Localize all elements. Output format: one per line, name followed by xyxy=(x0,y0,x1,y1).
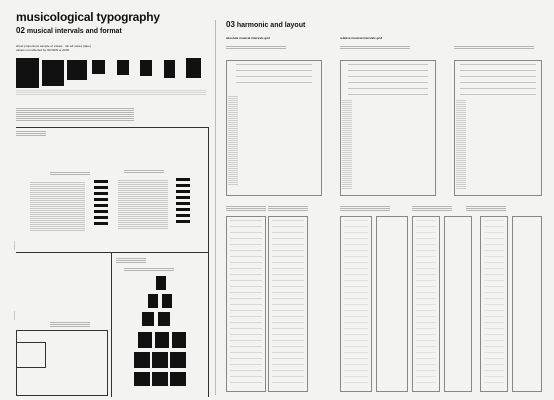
lower-grid-lines xyxy=(230,220,262,388)
grid-subheading-relative: relative musical intervals grid xyxy=(340,36,383,40)
lower-grid-lines xyxy=(344,220,368,388)
page-sample xyxy=(152,352,168,368)
area-right-rule xyxy=(208,127,209,397)
lower-caption-1 xyxy=(226,206,266,212)
area-note xyxy=(16,131,46,137)
section-03-number: 03 xyxy=(226,20,235,29)
sheet-sample-6 xyxy=(140,60,152,76)
scale-bar xyxy=(176,220,190,223)
sheet-sample-captions xyxy=(16,90,206,96)
panel-labels xyxy=(342,100,352,190)
page-sample xyxy=(142,312,154,326)
relative-grid-lines-2 xyxy=(460,64,536,98)
area-mid-rule xyxy=(111,252,112,397)
lower-grid-column xyxy=(376,216,408,392)
scale-bar xyxy=(94,216,108,219)
page-sample xyxy=(170,372,186,386)
section-02-number: 02 xyxy=(16,26,25,35)
page-proportions-note xyxy=(116,258,146,264)
poster-title: musicological typography xyxy=(16,10,160,24)
relative-grid-caption-2 xyxy=(454,46,534,50)
scale-bar xyxy=(176,184,190,187)
section-03-title: harmonic and layout xyxy=(236,22,306,29)
section-03-heading xyxy=(226,20,305,29)
lower-grid-lines xyxy=(484,220,504,388)
page-sample xyxy=(134,352,150,368)
scale-bar xyxy=(94,222,108,225)
area-top-rule xyxy=(16,127,208,128)
section-02-heading xyxy=(16,26,122,35)
scale-bar xyxy=(176,208,190,211)
scale-bar xyxy=(94,198,108,201)
page-sample xyxy=(170,352,186,368)
grid-subheading-absolute: absolute musical intervals grid xyxy=(226,36,271,40)
sheet-caption-1: sheet proportions sample of values · din a4 series (tape) xyxy=(16,44,91,48)
nested-frame-inner xyxy=(16,342,46,368)
page-sample xyxy=(155,332,169,348)
nested-frame-note xyxy=(50,322,90,328)
scale-bar xyxy=(176,202,190,205)
page-sample xyxy=(162,294,172,308)
sheet-sample-5 xyxy=(117,60,129,75)
sheet-sample-1 xyxy=(16,58,39,88)
lower-grid-column xyxy=(444,216,472,392)
section-02-title: musical intervals and format xyxy=(26,28,122,35)
sheet-sample-2 xyxy=(42,60,64,86)
scale-table-1-lines xyxy=(30,182,85,232)
page-sample xyxy=(172,332,186,348)
sheet-caption-2: values not reflected by ISO/DIN or ANSI xyxy=(16,48,70,52)
lower-grid-column xyxy=(512,216,542,392)
section-divider xyxy=(215,20,216,395)
scale-table-2-lines xyxy=(118,180,168,230)
sheet-sample-8 xyxy=(186,58,201,78)
page-sample xyxy=(134,372,150,386)
page-sample xyxy=(138,332,152,348)
lower-caption-5 xyxy=(466,206,506,212)
page-sample xyxy=(156,276,166,290)
relative-grid-lines-1 xyxy=(348,64,428,98)
sheet-sample-7 xyxy=(164,60,175,78)
lower-caption-4 xyxy=(412,206,452,212)
vertical-label-1: ——— xyxy=(12,241,16,250)
scale-bar xyxy=(176,196,190,199)
scale-bar xyxy=(94,180,108,183)
scale-bar xyxy=(176,178,190,181)
lower-grid-lines xyxy=(272,220,304,388)
area-mid-h-rule xyxy=(16,252,208,253)
panel-labels xyxy=(456,100,466,190)
scale-table-1-heading xyxy=(50,172,90,176)
scale-bar xyxy=(176,214,190,217)
page-sample xyxy=(158,312,170,326)
page-proportions-heading xyxy=(124,268,174,271)
absolute-grid-caption xyxy=(226,46,286,50)
lower-grid-lines xyxy=(416,220,436,388)
sheet-sample-3 xyxy=(67,60,87,80)
sheet-sample-4 xyxy=(92,60,105,74)
page-sample xyxy=(152,372,168,386)
lower-caption-2 xyxy=(268,206,308,212)
page-sample xyxy=(148,294,158,308)
scale-bar xyxy=(94,210,108,213)
description-paragraph xyxy=(16,108,134,122)
lower-caption-3 xyxy=(340,206,390,212)
panel-labels xyxy=(228,96,238,186)
scale-bar xyxy=(94,192,108,195)
scale-table-2-heading xyxy=(124,170,164,174)
scale-bar xyxy=(176,190,190,193)
scale-bar xyxy=(94,204,108,207)
relative-grid-caption-1 xyxy=(340,46,410,50)
vertical-label-2: ——— xyxy=(12,311,16,320)
scale-bar xyxy=(94,186,108,189)
absolute-grid-lines xyxy=(236,64,312,88)
